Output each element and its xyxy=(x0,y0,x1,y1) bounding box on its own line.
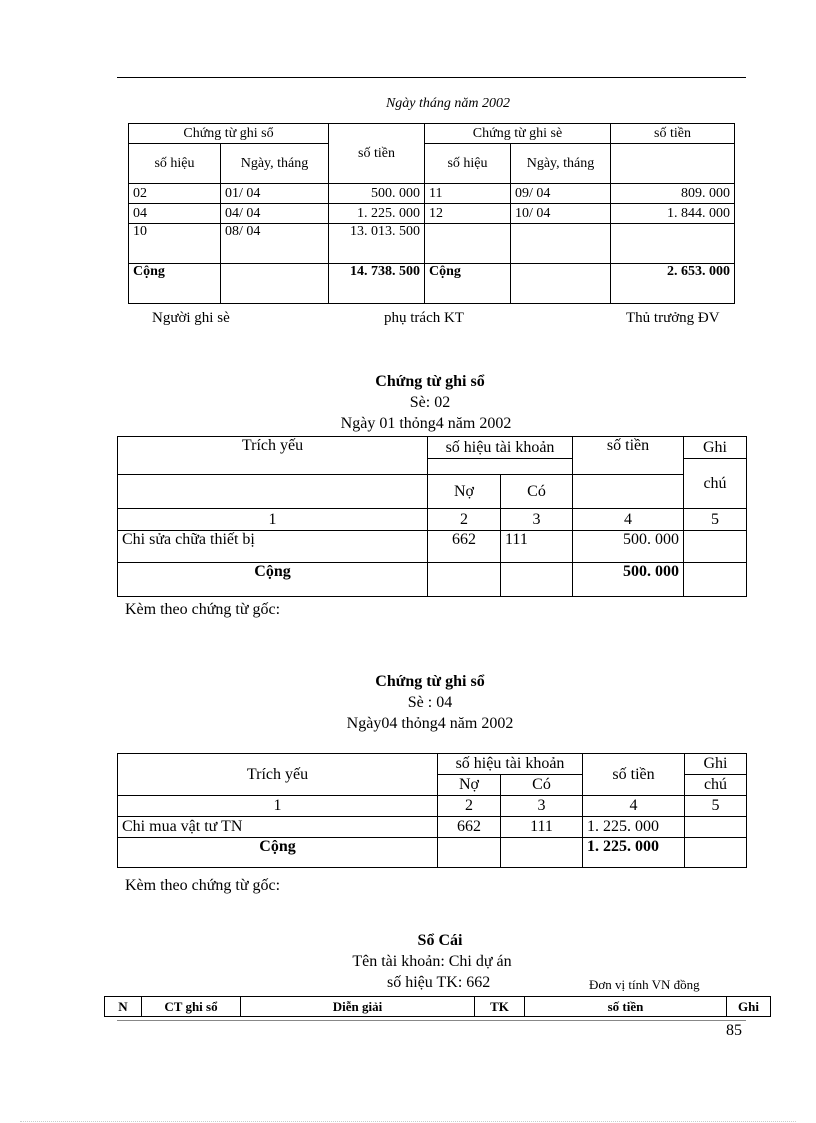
total-value: 14. 738. 500 xyxy=(329,264,425,304)
cell: 08/ 04 xyxy=(221,224,329,264)
empty-cell xyxy=(685,838,747,868)
total-value: 500. 000 xyxy=(573,563,684,597)
cell: 111 xyxy=(501,531,573,563)
col-debit: Nợ xyxy=(428,475,501,509)
empty-cell xyxy=(511,264,611,304)
cell: 11 xyxy=(425,184,511,204)
col-credit: Có xyxy=(501,475,573,509)
empty-cell xyxy=(501,563,573,597)
cell: 1. 225. 000 xyxy=(329,204,425,224)
cell: 111 xyxy=(501,817,583,838)
table-row xyxy=(118,531,747,563)
cell: 500. 000 xyxy=(573,531,684,563)
cell: 4 xyxy=(583,796,685,817)
voucher2-number: Sè : 04 xyxy=(407,694,453,711)
empty-cell xyxy=(438,838,501,868)
empty-cell xyxy=(428,563,501,597)
voucher2-table xyxy=(117,753,747,868)
voucher1-attach: Kèm theo chứng từ gốc: xyxy=(125,601,281,618)
empty-cell xyxy=(428,459,573,475)
ledger-header: CT ghi sổ xyxy=(142,997,241,1017)
voucher1-date: Ngày 01 thỏng4 năm 2002 xyxy=(340,415,512,432)
col-number-right: số hiệu xyxy=(425,144,511,184)
header-date: Ngày tháng năm 2002 xyxy=(385,96,511,111)
left-group-header: Chứng từ ghi sổ xyxy=(129,124,329,144)
voucher2-date: Ngày04 thỏng4 năm 2002 xyxy=(346,715,514,732)
cell: Chi mua vật tư TN xyxy=(118,817,438,838)
ledger-table xyxy=(104,996,771,1017)
ledger-header: Ghi xyxy=(727,997,771,1017)
col-date-right: Ngày, tháng xyxy=(511,144,611,184)
cell: 3 xyxy=(501,796,583,817)
cell: 10 xyxy=(129,224,221,264)
cell: 1. 225. 000 xyxy=(583,817,685,838)
ledger-account-name: Tên tài khoản: Chi dự án xyxy=(352,953,512,970)
cell: 662 xyxy=(438,817,501,838)
cell: 02 xyxy=(129,184,221,204)
empty-cell xyxy=(684,531,747,563)
col-summary: Trích yếu xyxy=(118,754,438,796)
empty-cell xyxy=(573,475,684,509)
cell: 13. 013. 500 xyxy=(329,224,425,264)
right-group-header: Chứng từ ghi sè xyxy=(425,124,611,144)
footer-rule xyxy=(117,1020,746,1021)
cell: 01/ 04 xyxy=(221,184,329,204)
cell: 3 xyxy=(501,509,573,531)
left-amount-header: số tiền xyxy=(329,124,425,184)
cell: 10/ 04 xyxy=(511,204,611,224)
cell: 2 xyxy=(438,796,501,817)
cell: 5 xyxy=(685,796,747,817)
right-amount-header: số tiền xyxy=(611,124,735,144)
col-amount: số tiền xyxy=(583,754,685,796)
col-note-2: chú xyxy=(685,775,747,796)
col-debit: Nợ xyxy=(438,775,501,796)
empty-cell xyxy=(221,264,329,304)
cell: 662 xyxy=(428,531,501,563)
page-number: 85 xyxy=(726,1022,742,1039)
signature-accountant: phụ trách KT xyxy=(384,310,464,326)
ledger-header: Diễn giải xyxy=(241,997,475,1017)
table-row xyxy=(118,817,747,838)
cell xyxy=(511,224,611,264)
cell: 04/ 04 xyxy=(221,204,329,224)
empty-cell xyxy=(684,563,747,597)
col-account: số hiệu tài khoản xyxy=(428,437,573,459)
ledger-unit: Đơn vị tính VN đồng xyxy=(589,977,700,992)
cell: 500. 000 xyxy=(329,184,425,204)
table-row xyxy=(129,204,735,224)
cell: 1. 844. 000 xyxy=(611,204,735,224)
ledger-title: Sổ Cái xyxy=(417,932,463,949)
total-value: 2. 653. 000 xyxy=(611,264,735,304)
top-rule xyxy=(117,77,746,78)
voucher1-title: Chứng từ ghi sổ xyxy=(375,373,485,390)
cell: 12 xyxy=(425,204,511,224)
col-credit: Có xyxy=(501,775,583,796)
empty-cell xyxy=(118,475,428,509)
cell xyxy=(611,224,735,264)
total-value: 1. 225. 000 xyxy=(583,838,685,868)
col-amount: số tiền xyxy=(573,437,684,475)
col-note-2: chú xyxy=(684,459,747,509)
ledger-account-no: số hiệu TK: 662 xyxy=(387,974,491,991)
cell: 04 xyxy=(129,204,221,224)
col-number-left: số hiệu xyxy=(129,144,221,184)
cell xyxy=(425,224,511,264)
signature-recorder: Người ghi sè xyxy=(152,310,230,326)
index-row xyxy=(118,509,747,531)
col-note: Ghi xyxy=(684,437,747,459)
cell: Chi sửa chữa thiết bị xyxy=(118,531,428,563)
cell: 2 xyxy=(428,509,501,531)
total-label: Cộng xyxy=(118,563,428,597)
col-account: số hiệu tài khoản xyxy=(438,754,583,775)
ledger-header: TK xyxy=(475,997,525,1017)
ledger-header: số tiền xyxy=(525,997,727,1017)
total-row xyxy=(118,563,747,597)
total-label: Cộng xyxy=(425,264,511,304)
voucher1-table xyxy=(117,436,747,597)
col-summary: Trích yếu xyxy=(118,437,428,475)
page-edge xyxy=(20,1121,796,1122)
empty-cell xyxy=(685,817,747,838)
cell: 1 xyxy=(118,509,428,531)
ledger-header: N xyxy=(105,997,142,1017)
total-row xyxy=(118,838,747,868)
col-note: Ghi xyxy=(685,754,747,775)
summary-table xyxy=(128,123,735,304)
index-row xyxy=(118,796,747,817)
cell: 1 xyxy=(118,796,438,817)
cell: 4 xyxy=(573,509,684,531)
empty-cell xyxy=(611,144,735,184)
table-row xyxy=(129,184,735,204)
voucher2-attach: Kèm theo chứng từ gốc: xyxy=(125,877,281,894)
total-label: Cộng xyxy=(118,838,438,868)
total-row xyxy=(129,264,735,304)
cell: 809. 000 xyxy=(611,184,735,204)
signature-head: Thủ trưởng ĐV xyxy=(626,310,720,326)
cell: 5 xyxy=(684,509,747,531)
col-date-left: Ngày, tháng xyxy=(221,144,329,184)
empty-cell xyxy=(501,838,583,868)
table-row xyxy=(129,224,735,264)
total-label: Cộng xyxy=(129,264,221,304)
cell: 09/ 04 xyxy=(511,184,611,204)
voucher2-title: Chứng từ ghi sổ xyxy=(375,673,485,690)
voucher1-number: Sè: 02 xyxy=(409,394,451,411)
